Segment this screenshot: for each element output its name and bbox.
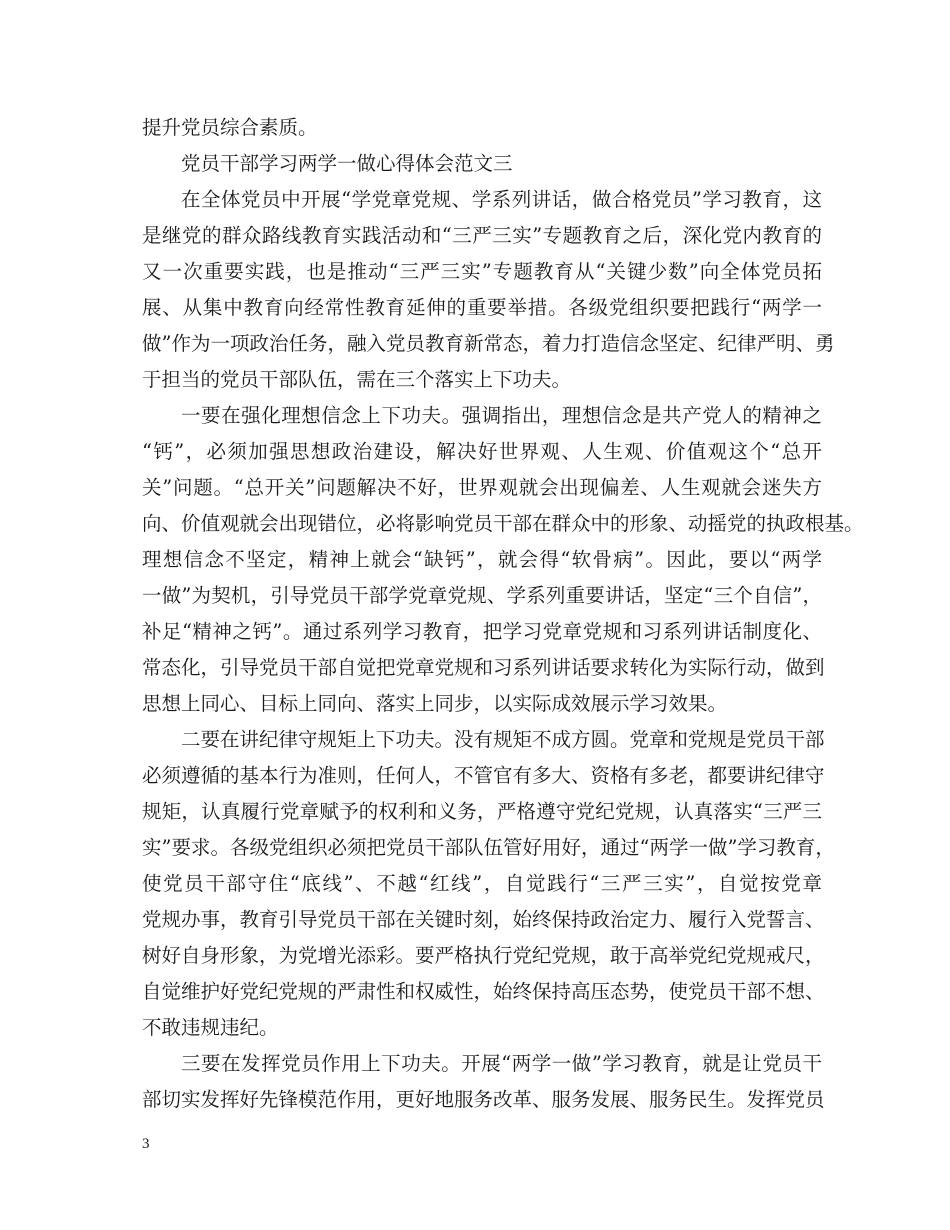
body-text-line: 向、价值观就会出现错位，必将影响党员干部在群众中的形象、动摇党的执政根基。	[142, 512, 864, 535]
body-text-line: 提升党员综合素质。	[142, 116, 318, 139]
body-text-line: 于担当的党员干部队伍，需在三个落实上下功夫。	[142, 368, 572, 391]
body-text-line: 使党员干部守住“底线”、不越“红线”，自觉践行“三严三实”，自觉按党章	[142, 872, 822, 895]
body-text-line: 一要在强化理想信念上下功夫。强调指出，理想信念是共产党人的精神之	[181, 404, 822, 427]
body-text-line: 做”作为一项政治任务，融入党员教育新常态，着力打造信念坚定、纪律严明、勇	[142, 332, 835, 355]
body-text-line: 部切实发挥好先锋模范作用，更好地服务改革、服务发展、服务民生。发挥党员	[142, 1088, 825, 1111]
body-text-line: 党规办事，教育引导党员干部在关键时刻，始终保持政治定力、履行入党誓言、	[142, 908, 825, 931]
body-text-line: 自觉维护好党纪党规的严肃性和权威性，始终保持高压态势，使党员干部不想、	[142, 980, 825, 1003]
body-text-line: 必须遵循的基本行为准则，任何人，不管官有多大、资格有多老，都要讲纪律守	[142, 764, 825, 787]
body-text-line: 关”问题。“总开关”问题解决不好，世界观就会出现偏差、人生观就会迷失方	[142, 476, 822, 499]
body-text-line: 规矩，认真履行党章赋予的权利和义务，严格遵守党纪党规，认真落实“三严三	[142, 800, 822, 823]
body-text-line: 理想信念不坚定，精神上就会“缺钙”，就会得“软骨病”。因此，要以“两学	[142, 548, 822, 571]
body-text-line: 是继党的群众路线教育实践活动和“三严三实”专题教育之后，深化党内教育的	[142, 224, 822, 247]
page-number: 3	[142, 1136, 150, 1152]
body-text-line: 不敢违规违纪。	[142, 1016, 279, 1039]
body-text-line: “钙”，必须加强思想政治建设，解决好世界观、人生观、价值观这个“总开	[142, 440, 822, 463]
body-text-line: 展、从集中教育向经常性教育延伸的重要举措。各级党组织要把践行“两学一	[142, 296, 822, 319]
body-text-line: 补足“精神之钙”。通过系列学习教育，把学习党章党规和习系列讲话制度化、	[142, 620, 822, 643]
body-text-line: 实”要求。各级党组织必须把党员干部队伍管好用好，通过“两学一做”学习教育，	[142, 836, 835, 859]
body-text-line: 又一次重要实践，也是推动“三严三实”专题教育从“关键少数”向全体党员拓	[142, 260, 822, 283]
body-text-line: 在全体党员中开展“学党章党规、学系列讲话，做合格党员”学习教育，这	[181, 188, 822, 211]
body-text-line: 三要在发挥党员作用上下功夫。开展“两学一做”学习教育，就是让党员干	[181, 1052, 822, 1075]
body-text-line: 思想上同心、目标上同向、落实上同步，以实际成效展示学习效果。	[142, 692, 728, 715]
body-text-line: 常态化，引导党员干部自觉把党章党规和习系列讲话要求转化为实际行动，做到	[142, 656, 825, 679]
article-heading: 党员干部学习两学一做心得体会范文三	[181, 152, 513, 175]
body-text-line: 树好自身形象，为党增光添彩。要严格执行党纪党规，敢于高举党纪党规戒尺，	[142, 944, 825, 967]
body-text-line: 一做”为契机，引导党员干部学党章党规、学系列重要讲话，坚定“三个自信”，	[142, 584, 822, 607]
body-text-line: 二要在讲纪律守规矩上下功夫。没有规矩不成方圆。党章和党规是党员干部	[181, 728, 825, 751]
